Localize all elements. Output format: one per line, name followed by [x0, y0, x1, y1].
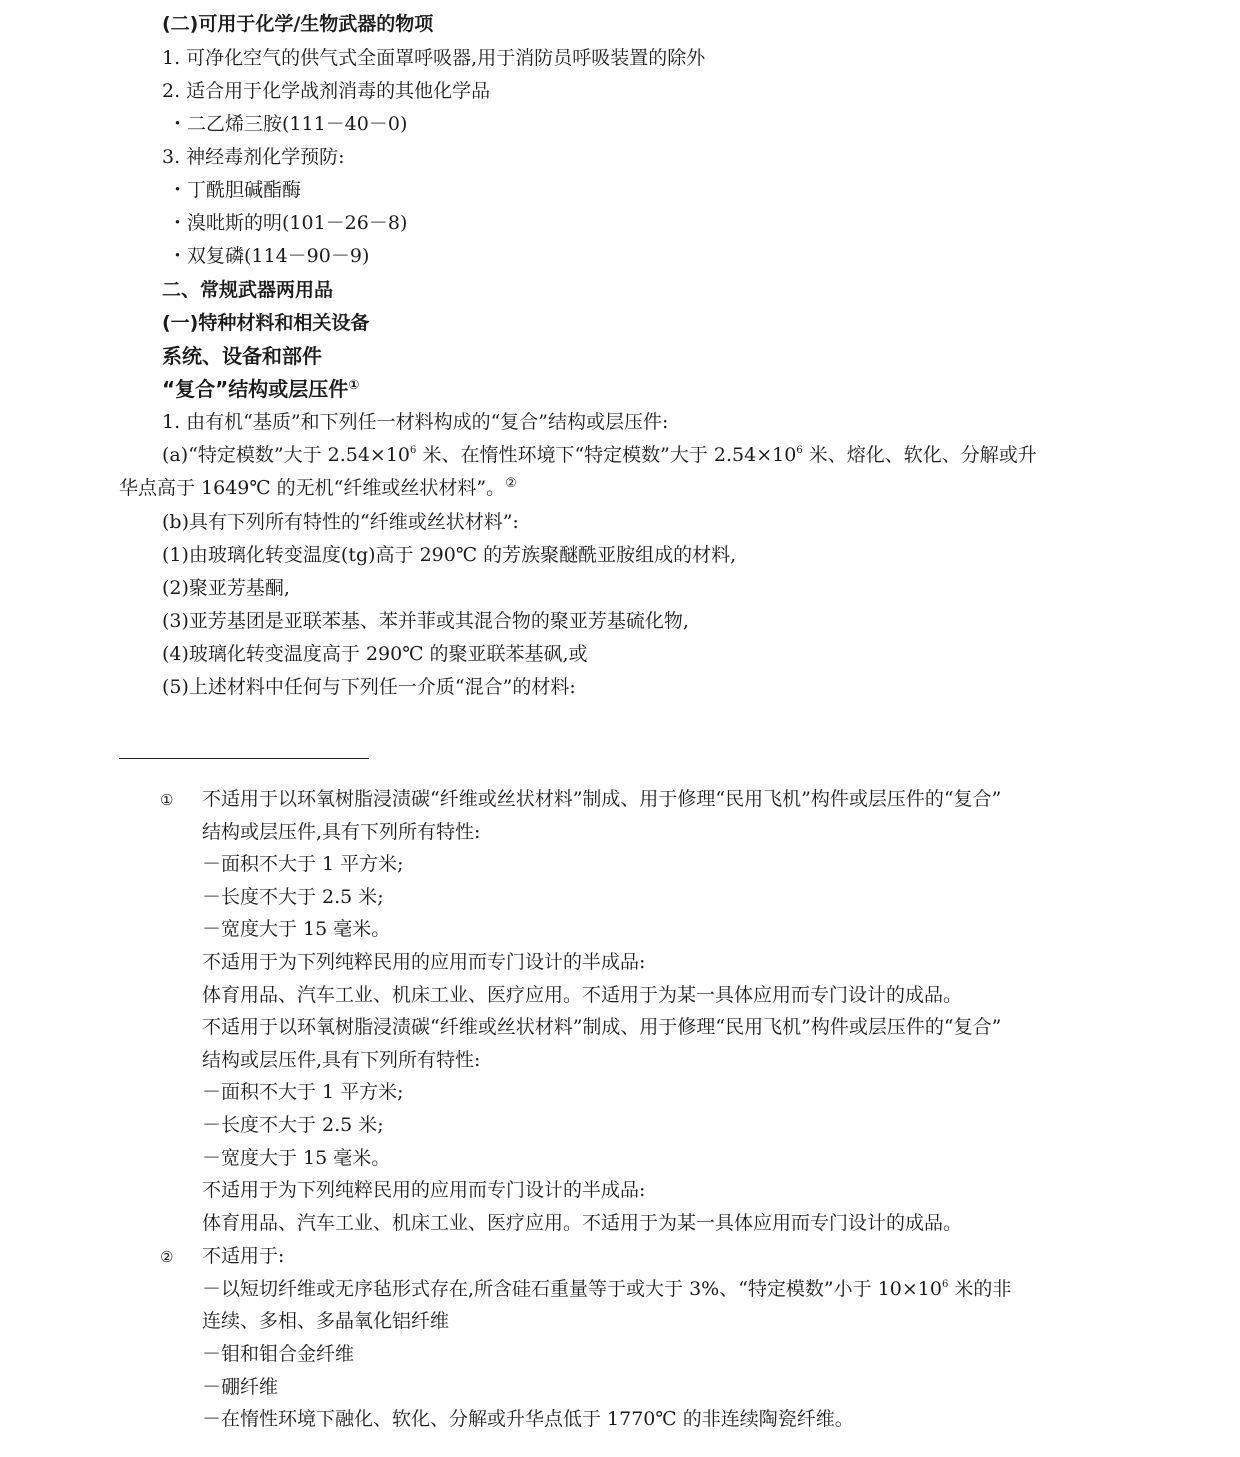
clause-a: (a)“特定模数”大于 $2.54\times 10^6$ 米、在惰性环境下“特定模数”大于 $2.54\times 10^6$ 米、熔化、软化、分解或升 — [162, 444, 1037, 466]
item-respirator: 1. 可净化空气的供气式全面罩呼吸器,用于消防员呼吸装置的除外 — [162, 47, 706, 69]
clause-b5: (5)上述材料中任何与下列任一介质“混合”的材料: — [162, 676, 576, 698]
footnote-1-line: 不适用于以环氧树脂浸渍碳“纤维或丝状材料”制成、用于修理“民用飞机”构件或层压件的“复合” — [202, 788, 1002, 810]
footnote-1-line: －宽度大于 15 毫米。 — [202, 918, 391, 940]
footnote-2-marker: ② — [160, 1248, 174, 1266]
item-pyridostigmine-bromide: ・溴吡斯的明(101－26－8) — [168, 212, 408, 234]
footnote-ref-2: ② — [505, 476, 517, 491]
footnote-1-line: 不适用于为下列纯粹民用的应用而专门设计的半成品: — [202, 951, 646, 973]
heading-special-materials: (一)特种材料和相关设备 — [162, 312, 370, 334]
clause-b4: (4)玻璃化转变温度高于 290℃ 的聚亚联苯基砜,或 — [162, 643, 588, 665]
item-nerve-agent-prophylaxis: 3. 神经毒剂化学预防: — [162, 146, 345, 168]
item-obidoxime: ・双复磷(114－90－9) — [168, 245, 370, 267]
section-heading-chem-bio: (二)可用于化学/生物武器的物项 — [162, 13, 434, 35]
clause-b3: (3)亚芳基团是亚联苯基、苯并菲或其混合物的聚亚芳基硫化物, — [162, 610, 689, 632]
footnote-1-line: －面积不大于 1 平方米; — [202, 1081, 404, 1103]
footnote-1-marker: ① — [160, 791, 174, 809]
footnote-1-line: 体育用品、汽车工业、机床工业、医疗应用。不适用于为某一具体应用而专门设计的成品。 — [202, 1212, 963, 1234]
footnote-1-line: 体育用品、汽车工业、机床工业、医疗应用。不适用于为某一具体应用而专门设计的成品。 — [202, 984, 963, 1006]
item-butyrylcholinesterase: ・丁酰胆碱酯酶 — [168, 179, 302, 201]
item-composite-definition: 1. 由有机“基质”和下列任一材料构成的“复合”结构或层压件: — [162, 411, 669, 433]
clause-b2: (2)聚亚芳基酮, — [162, 577, 290, 599]
footnote-1-line: 结构或层压件,具有下列所有特性: — [202, 821, 481, 843]
heading-composite-structures: “复合”结构或层压件① — [162, 377, 360, 401]
footnote-ref-1: ① — [348, 378, 360, 393]
item-decontamination: 2. 适合用于化学战剂消毒的其他化学品 — [162, 80, 491, 102]
footnote-1-line: 不适用于以环氧树脂浸渍碳“纤维或丝状材料”制成、用于修理“民用飞机”构件或层压件的“复合” — [202, 1016, 1002, 1038]
footnote-1-line: －长度不大于 2.5 米; — [202, 1114, 384, 1136]
footnote-2-line: －硼纤维 — [202, 1376, 279, 1398]
footnote-1-line: 结构或层压件,具有下列所有特性: — [202, 1049, 481, 1071]
footnote-divider — [119, 758, 369, 759]
footnote-1-line: －面积不大于 1 平方米; — [202, 853, 404, 875]
heading-conventional-weapons: 二、常规武器两用品 — [162, 279, 334, 301]
footnote-2-line: 不适用于: — [202, 1245, 285, 1267]
footnote-2-line: －以短切纤维或无序毡形式存在,所含硅石重量等于或大于 3%、“特定模数”小于 $10\times 10^6$ 米的非 — [202, 1278, 1012, 1300]
clause-b: (b)具有下列所有特性的“纤维或丝状材料”: — [162, 511, 519, 533]
footnote-2-line: 连续、多相、多晶氧化铝纤维 — [202, 1310, 450, 1332]
clause-b1: (1)由玻璃化转变温度(tg)高于 290℃ 的芳族聚醚酰亚胺组成的材料, — [162, 544, 737, 566]
footnote-2-line: －在惰性环境下融化、软化、分解或升华点低于 1770℃ 的非连续陶瓷纤维。 — [202, 1408, 854, 1430]
footnote-2-line: －钼和钼合金纤维 — [202, 1343, 355, 1365]
footnote-1-line: －宽度大于 15 毫米。 — [202, 1147, 391, 1169]
heading-systems-equipment: 系统、设备和部件 — [162, 344, 322, 368]
footnote-1-line: 不适用于为下列纯粹民用的应用而专门设计的半成品: — [202, 1179, 646, 1201]
clause-a-continued: 华点高于 1649℃ 的无机“纤维或丝状材料”。② — [119, 476, 517, 499]
item-diethylenetriamine: ・二乙烯三胺(111－40－0) — [168, 113, 408, 135]
footnote-1-line: －长度不大于 2.5 米; — [202, 886, 384, 908]
